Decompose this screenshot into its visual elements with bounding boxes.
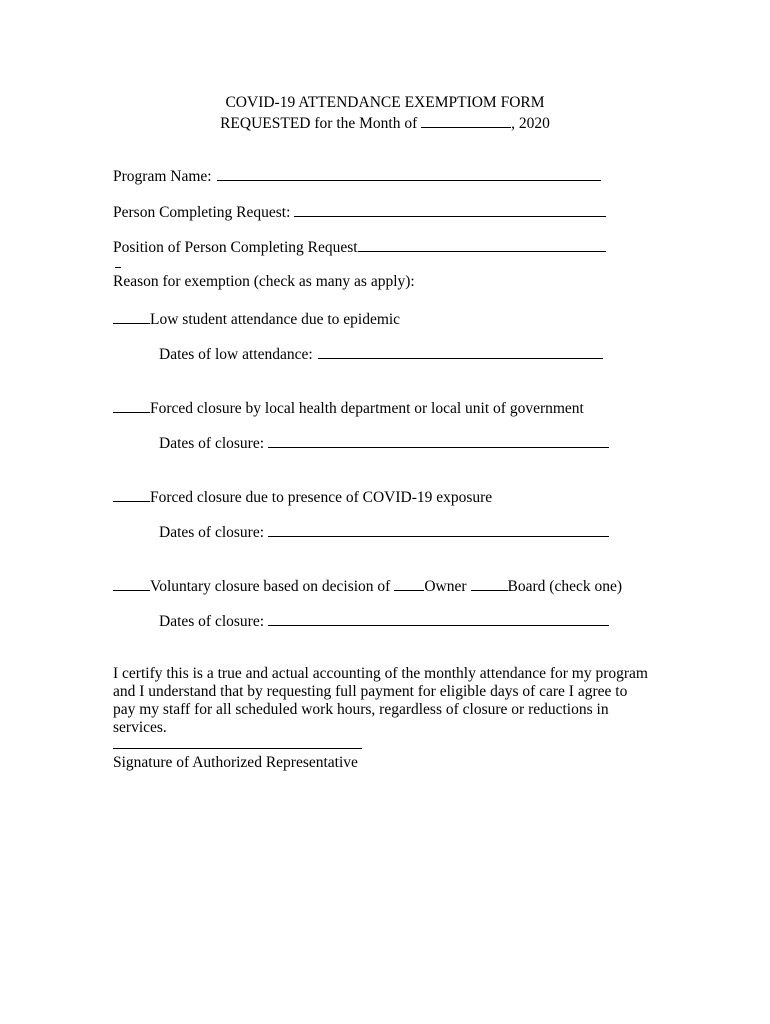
low-attendance-checkbox[interactable] xyxy=(113,309,150,324)
person-completing-field[interactable] xyxy=(294,202,606,217)
month-field[interactable] xyxy=(421,113,511,128)
forced-closure-health-dates-field[interactable] xyxy=(268,433,609,448)
board-label: Board (check one) xyxy=(507,578,623,595)
form-subtitle: REQUESTED for the Month of , 2020 xyxy=(220,115,550,132)
signature-field[interactable] xyxy=(113,748,362,749)
forced-closure-covid-dates-label: Dates of closure: xyxy=(159,524,265,541)
stray-mark xyxy=(115,267,121,268)
low-attendance-dates-label: Dates of low attendance: xyxy=(159,346,313,363)
voluntary-closure-row xyxy=(113,576,622,596)
forced-closure-covid-dates-row xyxy=(159,522,609,542)
low-attendance-row xyxy=(113,309,400,329)
owner-label: Owner xyxy=(424,578,467,595)
form-title: COVID-19 ATTENDANCE EXEMPTIOM FORM xyxy=(225,94,545,111)
voluntary-dates-label: Dates of closure: xyxy=(159,613,265,630)
forced-closure-covid-dates-field[interactable] xyxy=(268,522,609,537)
program-name-row xyxy=(113,166,601,186)
voluntary-dates-field[interactable] xyxy=(268,611,609,626)
voluntary-dates-row xyxy=(159,611,609,631)
forced-closure-health-dates-row xyxy=(159,433,609,453)
program-name-field[interactable] xyxy=(217,166,601,181)
forced-closure-covid-row xyxy=(113,487,492,507)
certification-text: I certify this is a true and actual accounting of the monthly attendance for my program and I understand that by requesting full payment for eligible days of care I agree to pay my staff for all scheduled work hours, regardless of closure or reductions in services. xyxy=(113,665,648,736)
voluntary-closure-label: Voluntary closure based on decision of xyxy=(150,578,391,595)
reason-heading: Reason for exemption (check as many as apply): xyxy=(113,273,415,290)
person-completing-label: Person Completing Request: xyxy=(113,204,291,221)
forced-closure-health-dates-label: Dates of closure: xyxy=(159,435,265,452)
board-checkbox[interactable] xyxy=(471,576,508,591)
forced-closure-health-label: Forced closure by local health department or local unit of government xyxy=(150,400,584,417)
voluntary-closure-checkbox[interactable] xyxy=(113,576,150,591)
owner-checkbox[interactable] xyxy=(394,576,424,591)
low-attendance-dates-row xyxy=(159,344,603,364)
forced-closure-health-checkbox[interactable] xyxy=(113,398,150,413)
low-attendance-dates-field[interactable] xyxy=(318,344,603,359)
forced-closure-health-row xyxy=(113,398,584,418)
position-row xyxy=(113,237,606,257)
person-completing-row xyxy=(113,202,606,222)
program-name-label: Program Name: xyxy=(113,168,212,185)
forced-closure-covid-checkbox[interactable] xyxy=(113,487,150,502)
position-label: Position of Person Completing Request xyxy=(113,239,358,256)
position-field[interactable] xyxy=(358,237,606,252)
signature-label: Signature of Authorized Representative xyxy=(113,754,358,771)
low-attendance-label: Low student attendance due to epidemic xyxy=(150,311,401,328)
forced-closure-covid-label: Forced closure due to presence of COVID-19 exposure xyxy=(150,489,493,506)
